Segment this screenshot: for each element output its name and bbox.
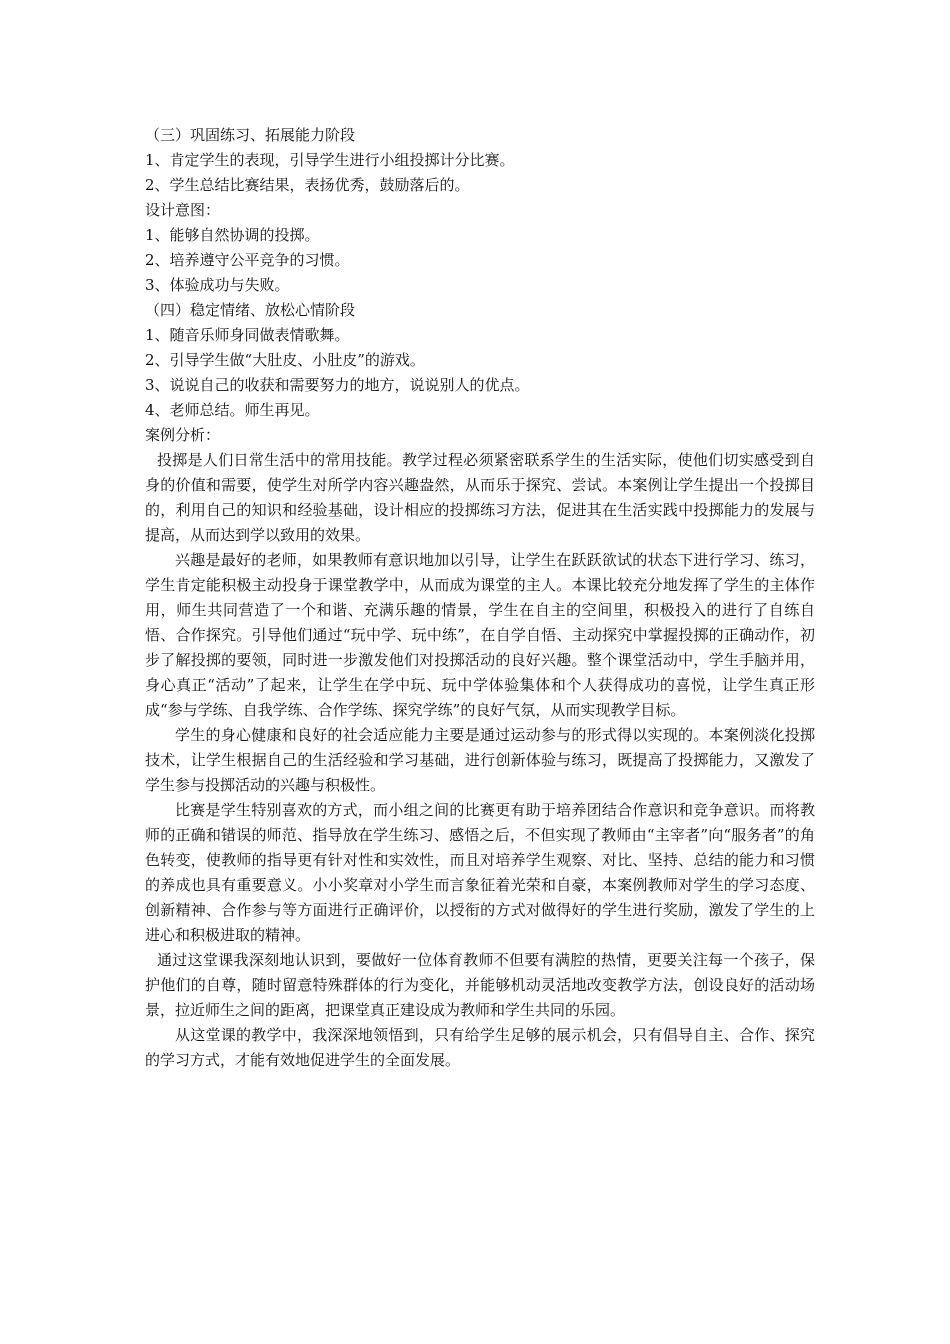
- analysis-paragraph: 学生的身心健康和良好的社会适应能力主要是通过运动参与的形式得以实现的。本案例淡化投掷技术，让学生根据自己的生活经验和学习基础，进行创新体验与练习，既提高了投掷能力，又激发了学生参与投掷活动的兴趣与积极性。: [145, 726, 815, 794]
- section4-item: 4、老师总结。师生再见。: [145, 401, 320, 419]
- design-intent-item: 2、培养遵守公平竞争的习惯。: [145, 251, 350, 269]
- analysis-paragraph: 兴趣是最好的老师，如果教师有意识地加以引导，让学生在跃跃欲试的状态下进行学习、练习，学生肯定能积极主动投身于课堂教学中，从而成为课堂的主人。本课比较充分地发挥了学生的主体作用，师生共同营造了一个和谐、充满乐趣的情景，学生在自主的空间里，积极投入的进行了自练自悟、合作探究。引导他们通过“玩中学、玩中练”，在自学自悟、主动探究中掌握投掷的正确动作，初步了解投掷的要领，同时进一步激发他们对投掷活动的良好兴趣。整个课堂活动中，学生手脑并用，身心真正“活动”了起来，让学生在学中玩、玩中学体验集体和个人获得成功的喜悦，让学生真正形成“参与学练、自我学练、合作学练、探究学练”的良好气氛，从而实现教学目标。: [145, 551, 815, 719]
- analysis-paragraph: 从这堂课的教学中，我深深地领悟到，只有给学生足够的展示机会，只有倡导自主、合作、探究的学习方式，才能有效地促进学生的全面发展。: [145, 1026, 815, 1069]
- section4-heading: （四）稳定情绪、放松心情阶段: [145, 301, 356, 319]
- section4-item: 2、引导学生做“大肚皮、小肚皮”的游戏。: [145, 351, 425, 369]
- design-intent-item: 3、体验成功与失败。: [145, 276, 290, 294]
- section4-item: 3、说说自己的收获和需要努力的地方，说说别人的优点。: [145, 376, 530, 394]
- document-page: [145, 123, 815, 1073]
- section3-item: 2、学生总结比赛结果，表扬优秀，鼓励落后的。: [145, 176, 470, 194]
- analysis-paragraph: 投掷是人们日常生活中的常用技能。教学过程必须紧密联系学生的生活实际，使他们切实感受到自身的价值和需要，使学生对所学内容兴趣盎然，从而乐于探究、尝试。本案例让学生提出一个投掷目的，利用自己的知识和经验基础，设计相应的投掷练习方法，促进其在生活实践中投掷能力的发展与提高，从而达到学以致用的效果。: [145, 451, 815, 544]
- section4-item: 1、随音乐师身同做表情歌舞。: [145, 326, 350, 344]
- design-intent-heading: 设计意图：: [145, 201, 221, 219]
- design-intent-item: 1、能够自然协调的投掷。: [145, 226, 320, 244]
- analysis-paragraph: 比赛是学生特别喜欢的方式，而小组之间的比赛更有助于培养团结合作意识和竞争意识。而将教师的正确和错误的师范、指导放在学生练习、感悟之后，不但实现了教师由“主宰者”向“服务者”的角色转变，使教师的指导更有针对性和实效性，而且对培养学生观察、对比、坚持、总结的能力和习惯的养成也具有重要意义。小小奖章对小学生而言象征着光荣和自豪，本案例教师对学生的学习态度、创新精神、合作参与等方面进行正确评价，以授衔的方式对做得好的学生进行奖励，激发了学生的上进心和积极进取的精神。: [145, 801, 815, 944]
- analysis-paragraph: 通过这堂课我深刻地认识到，要做好一位体育教师不但要有满腔的热情，更要关注每一个孩子，保护他们的自尊，随时留意特殊群体的行为变化，并能够机动灵活地改变教学方法，创设良好的活动场景，拉近师生之间的距离，把课堂真正建设成为教师和学生共同的乐园。: [145, 951, 815, 1019]
- section3-heading: （三）巩固练习、拓展能力阶段: [145, 126, 356, 144]
- analysis-heading: 案例分析：: [145, 426, 221, 444]
- section3-item: 1、肯定学生的表现，引导学生进行小组投掷计分比赛。: [145, 151, 515, 169]
